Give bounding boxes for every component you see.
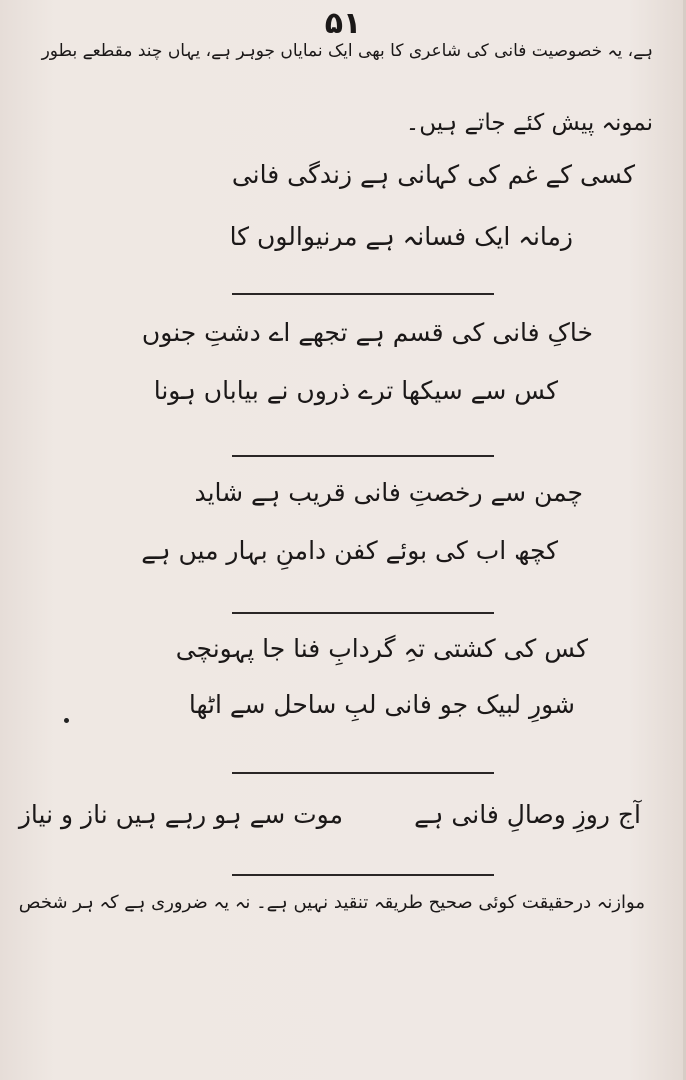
verse-line: شورِ لبیک جو فانی لبِ ساحل سے اٹھا: [188, 690, 575, 719]
verse-line: چمن سے رخصتِ فانی قریب ہے شاید: [194, 478, 583, 507]
prose-line: ہے، یہ خصوصیت فانی کی شاعری کا بھی ایک نمایاں جوہر ہے، یہاں چند مقطعے بطور: [41, 41, 653, 61]
verse-line: کسی کے غم کی کہانی ہے زندگی فانی: [231, 160, 635, 189]
verse-line: کس کی کشتی تہِ گردابِ فنا جا پہونچی: [175, 634, 588, 663]
section-divider: [232, 772, 494, 774]
verse-first-half: آج روزِ وصالِ فانی ہے: [414, 800, 641, 829]
page-number: ۵۱: [324, 6, 362, 41]
section-divider: [232, 612, 494, 614]
section-divider: [232, 455, 494, 457]
prose-line: نمونہ پیش کئے جاتے ہیں۔: [405, 110, 653, 136]
verse-line: زمانہ ایک فسانہ ہے مرنیوالوں کا: [229, 222, 573, 251]
verse-line: خاکِ فانی کی قسم ہے تجھے اے دشتِ جنوں: [141, 318, 593, 347]
verse-line: کچھ اب کی بوئے کفن دامنِ بہار میں ہے: [141, 536, 558, 565]
ink-dot: [64, 718, 69, 723]
verse-second-half: موت سے ہو رہے ہیں ناز و نیاز: [18, 800, 343, 829]
section-divider: [232, 293, 494, 295]
footer-text: موازنہ درحقیقت کوئی صحیح طریقہ تنقید نہیں ہے۔ نہ یہ ضروری ہے کہ ہر شخص: [18, 892, 645, 913]
section-divider: [232, 874, 494, 876]
verse-line: کس سے سیکھا ترے ذروں نے بیاباں ہونا: [153, 376, 558, 405]
